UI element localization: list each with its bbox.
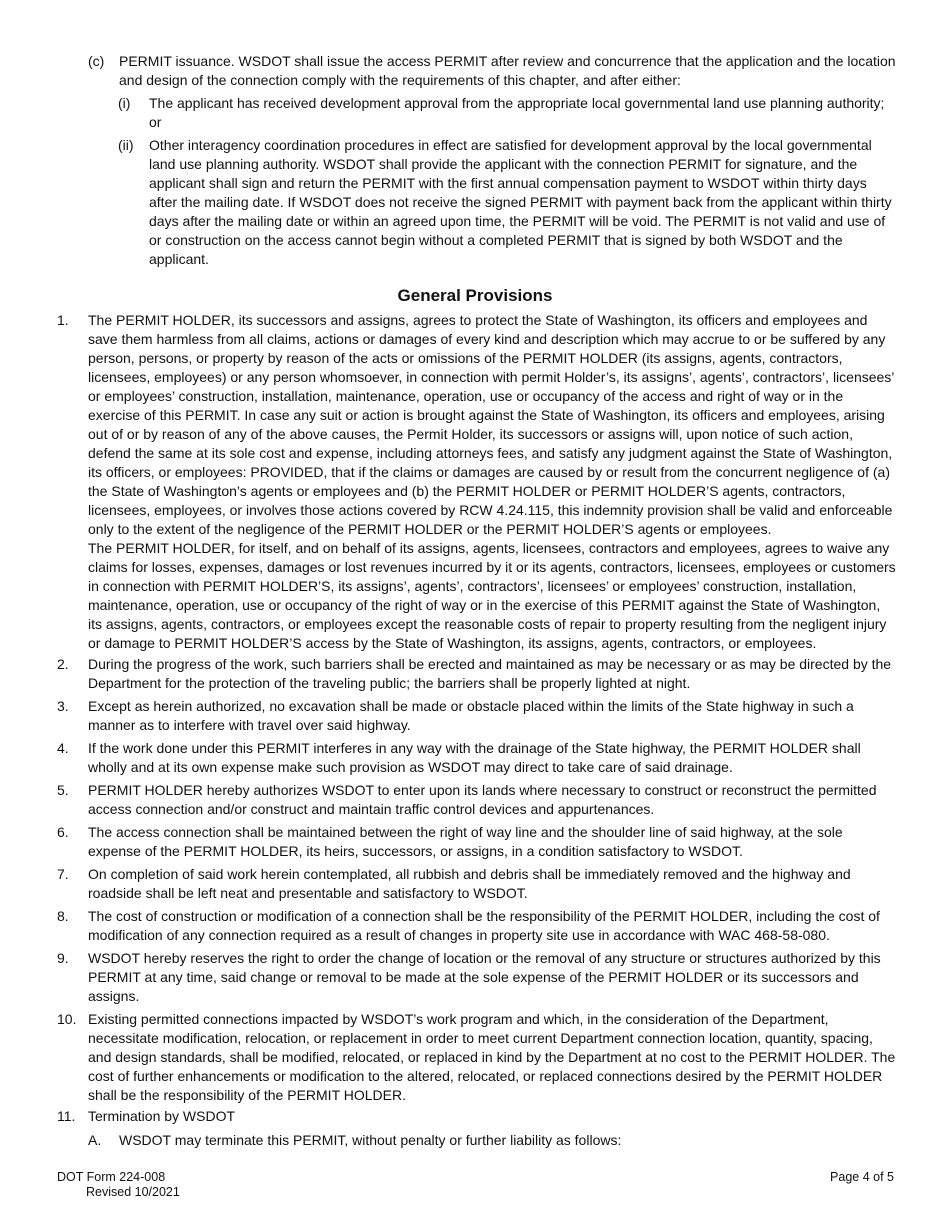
provision-text: The cost of construction or modification of a connection shall be the responsibility of the PERMIT HOLDER, including the cost of modification of any connection required as a result of changes in property site use in accordance with WAC 468-58-080. bbox=[88, 908, 880, 943]
provision-text: The PERMIT HOLDER, for itself, and on behalf of its assigns, agents, licensees, contractors and employees, agrees to waive any claims for losses, expenses, damages or lost revenues incurred by it or its agents, contractors, licensees, employees or customers in connection with PERMIT HOLDER’S, its assigns’, agents’, contractors’, licensees’ or employees’ construction, installation, maintenance, operation, use or occupancy of the right of way or in the exercise of this PERMIT against the State of Washington, its assigns, agents, contractors, or employees except the reasonable costs of repair to property resulting from the negligent injury or damage to PERMIT HOLDER’S access by the State of Washington, its assigns, agents, contractors, or employees. bbox=[88, 540, 896, 651]
page-number: Page 4 of 5 bbox=[830, 1170, 894, 1184]
clause-c-ii-label: (ii) bbox=[118, 137, 134, 153]
provision-number: 6. bbox=[57, 824, 69, 840]
clause-c-text: PERMIT issuance. WSDOT shall issue the access PERMIT after review and concurrence that the application and the location and design of the connection comply with the requirements of this chapter, and after either: bbox=[119, 53, 896, 88]
provision-number: 8. bbox=[57, 908, 69, 924]
termination-sub-label: A. bbox=[88, 1132, 102, 1148]
provision-number: 9. bbox=[57, 950, 69, 966]
clause-c-i-text: The applicant has received development approval from the appropriate local governmental land use planning authority; or bbox=[149, 95, 885, 130]
provision-text: Existing permitted connections impacted by WSDOT’s work program and which, in the consideration of the Department, necessitate modification, relocation, or replacement in order to meet current Department connection location, quantity, spacing, and design standards, shall be modified, relocated, or replaced in kind by the Department at no cost to the PERMIT HOLDER. The cost of further enhancements or modification to the altered, relocated, or replaced connections desired by the PERMIT HOLDER shall be the responsibility of the PERMIT HOLDER. bbox=[88, 1011, 896, 1103]
provision-number: 10. bbox=[57, 1011, 77, 1027]
provision-text: Except as herein authorized, no excavation shall be made or obstacle placed within the limits of the State highway in such a manner as to interfere with travel over said highway. bbox=[88, 698, 854, 733]
provision-number: 5. bbox=[57, 782, 69, 798]
provision-text: If the work done under this PERMIT interferes in any way with the drainage of the State highway, the PERMIT HOLDER shall wholly and at its own expense make such provision as WSDOT may direct to take care of said drainage. bbox=[88, 740, 861, 775]
provision-number: 11. bbox=[57, 1108, 76, 1124]
provision-number: 4. bbox=[57, 740, 69, 756]
provision-text: On completion of said work herein contemplated, all rubbish and debris shall be immediately removed and the highway and roadside shall be left neat and presentable and satisfactory to WSDOT. bbox=[88, 866, 851, 901]
provision-text: WSDOT hereby reserves the right to order the change of location or the removal of any structure or structures authorized by this PERMIT at any time, said change or removal to be made at the sole expense of the PERMIT HOLDER or its successors and assigns. bbox=[88, 950, 881, 1004]
form-footer bbox=[57, 1170, 180, 1200]
form-number: DOT Form 224-008 bbox=[57, 1170, 166, 1184]
section-heading: General Provisions bbox=[397, 286, 553, 305]
provision-text: During the progress of the work, such barriers shall be erected and maintained as may be necessary or as may be directed by the Department for the protection of the traveling public; the barriers shall be properly lighted at night. bbox=[88, 656, 892, 691]
provision-number: 3. bbox=[57, 698, 69, 714]
provision-text: PERMIT HOLDER hereby authorizes WSDOT to enter upon its lands where necessary to construct or reconstruct the permitted access connection and/or construct and maintain traffic control devices and appurtenances. bbox=[88, 782, 877, 817]
form-revision: Revised 10/2021 bbox=[86, 1185, 180, 1199]
clause-c-i-label: (i) bbox=[118, 95, 131, 111]
provision-text: The access connection shall be maintained between the right of way line and the shoulder line of said highway, at the sole expense of the PERMIT HOLDER, its heirs, successors, or assigns, in a condition satisfactory to WSDOT. bbox=[88, 824, 843, 859]
clause-c-ii-text: Other interagency coordination procedures in effect are satisfied for development approval by the local governmental land use planning authority. WSDOT shall provide the applicant with the connection PERMIT for signature, and the applicant shall sign and return the PERMIT with the first annual compensation payment to WSDOT within thirty days after the mailing date. If WSDOT does not receive the signed PERMIT with payment back from the applicant within thirty days after the mailing date or within an agreed upon time, the PERMIT will be void. The PERMIT is not valid and use of or construction on the access cannot begin without a completed PERMIT that is signed by both WSDOT and the applicant. bbox=[149, 137, 892, 267]
termination-sub-text: WSDOT may terminate this PERMIT, without penalty or further liability as follows: bbox=[119, 1132, 622, 1148]
provision-text: The PERMIT HOLDER, its successors and assigns, agrees to protect the State of Washington, its officers and employees and save them harmless from all claims, actions or damages of every kind and description which may accrue to or be suffered by any person, persons, or property by reason of the acts or omissions of the PERMIT HOLDER (its assigns, agents, contractors, licensees, employees) or any person whomsoever, in connection with permit Holder’s, its assigns’, agents’, contractors’, licensees’ or employees’ construction, installation, maintenance, operation, use or occupancy of the access and right of way or in the exercise of this PERMIT. In case any suit or action is brought against the State of Washington, its officers and employees, arising out of or by reason of any of the above causes, the Permit Holder, its successors or assigns will, upon notice of such action, defend the same at its sole cost and expense, including attorneys fees, and satisfy any judgment against the State of Washington, its officers, or employees: PROVIDED, that if the claims or damages are caused by or result from the concurrent negligence of (a) the State of Washington’s agents or employees and (b) the PERMIT HOLDER or PERMIT HOLDER’S agents, contractors, licensees, employees, or involves those actions covered by RCW 4.24.115, this indemnity provision shall be valid and enforceable only to the extent of the negligence of the PERMIT HOLDER or the PERMIT HOLDER’S agents or employees. bbox=[88, 312, 894, 537]
clause-c-label: (c) bbox=[88, 53, 105, 69]
provision-number: 7. bbox=[57, 866, 69, 882]
provision-number: 1. bbox=[57, 312, 69, 328]
provision-text: Termination by WSDOT bbox=[88, 1108, 236, 1124]
provision-number: 2. bbox=[57, 656, 69, 672]
